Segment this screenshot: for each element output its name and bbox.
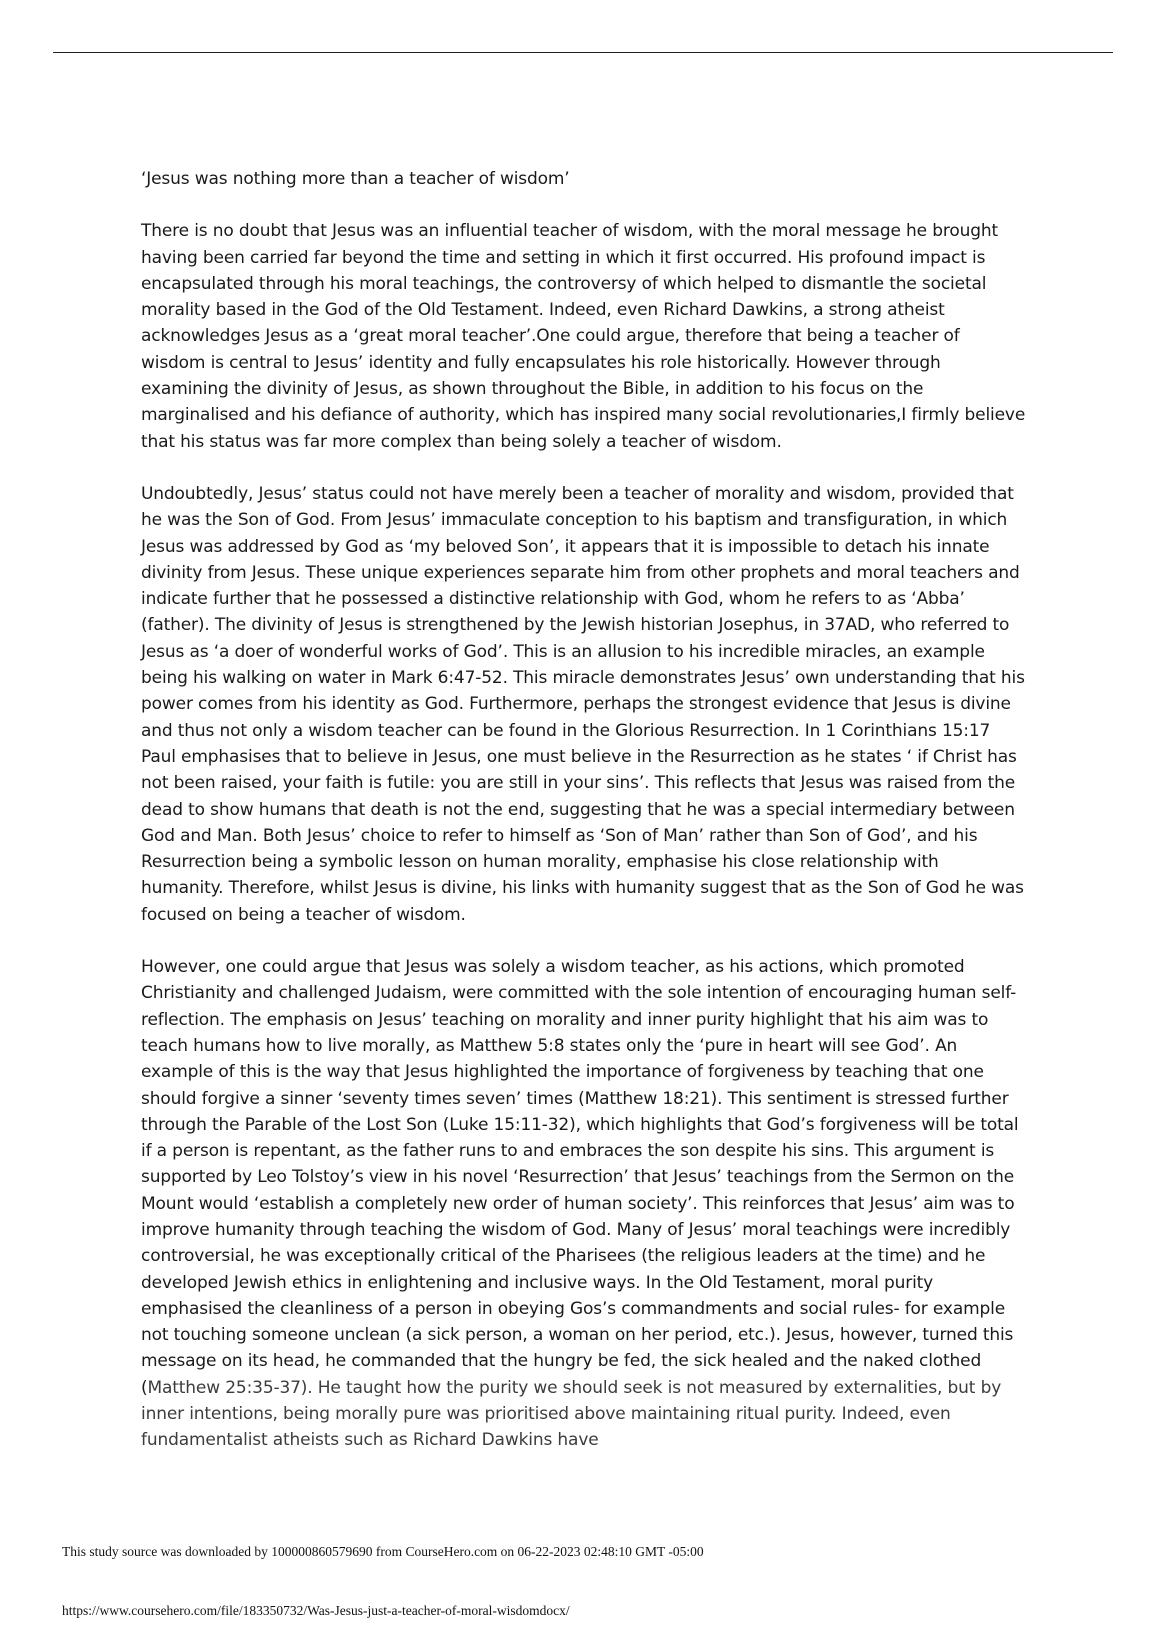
paragraph-wisdom-teacher-main: However, one could argue that Jesus was solely a wisdom teacher, as his actions, which promoted Christianity and challenged Judaism, were committed with the sole intention of encouraging human self-reflection. The emphasis on Jesus’ teaching on morality and inner purity highlight that his aim was to teach humans how to live morally, as Matthew 5:8 states only the ‘pure in heart will see God’. An example of this is the way that Jesus highlighted the importance of forgiveness by teaching that one should forgive a sinner ‘seventy times seven’ times (Matthew 18:21). This sentiment is stressed further through the Parable of the Lost Son (Luke 15:11-32), which highlights that God’s forgiveness will be total if a person is repentant, as the father runs to and embraces the son despite his sins. This argument is supported by Leo Tolstoy’s view in his novel ‘Resurrection’ that Jesus’ teachings from the Sermon on the Mount would ‘establish a completely new order of human society’. This reinforces that Jesus’ aim was to improve humanity through teaching the wisdom of God. Many of Jesus’ moral teachings were incredibly controversial, he was exceptionally critical of the Pharisees (the religious leaders at the time) and he developed Jewish ethics in enlightening and inclusive ways. In the Old Testament, moral purity emphasised the cleanliness of a person in obeying Gos’s commandments and social rules- for example not touching someone unclean (a sick person, a woman on her period, etc.). Jesus, however, turned this message on its head, he commanded that the hungry be fed, the sick healed and the naked clothed ( (141, 957, 1019, 1398)
paragraph-wisdom-teacher (141, 954, 1026, 1454)
paragraph-divinity: Undoubtedly, Jesus’ status could not have merely been a teacher of morality and wisdom, provided that he was the Son of God. From Jesus’ immaculate conception to his baptism and transfiguration, in which Jesus was addressed by God as ‘my beloved Son’, it appears that it is impossible to detach his innate divinity from Jesus. These unique experiences separate him from other prophets and moral teachers and indicate further that he possessed a distinctive relationship with God, whom he refers to as ‘Abba’ (father). The divinity of Jesus is strengthened by the Jewish historian Josephus, in 37AD, who referred to Jesus as ‘a doer of wonderful works of God’. This is an allusion to his incredible miracles, an example being his walking on water in Mark 6:47-52. This miracle demonstrates Jesus’ own understanding that his power comes from his identity as God. Furthermore, perhaps the strongest evidence that Jesus is divine and thus not only a wisdom teacher can be found in the Glorious Resurrection. In 1 Corinthians 15:17 Paul emphasises that to believe in Jesus, one must believe in the Resurrection as he states ‘ if Christ has not been raised, your faith is futile: you are still in your sins’. This reflects that Jesus was raised from the dead to show humans that death is not the end, suggesting that he was a special intermediary between God and Man. Both Jesus’ choice to refer to himself as ‘Son of Man’ rather than Son of God’, and his Resurrection being a symbolic lesson on human morality, emphasise his close relationship with humanity. Therefore, whilst Jesus is divine, his links with humanity suggest that as the Son of God he was focused on being a teacher of wisdom. (141, 483, 1025, 925)
document-title: ‘Jesus was nothing more than a teacher of wisdom’ (141, 169, 570, 189)
download-source-notice: This study source was downloaded by 100000860579690 from CourseHero.com on 06-22-2023 02:48:10 GMT -05:00 (62, 1544, 704, 1559)
header-divider (53, 52, 1113, 53)
paragraph-intro: There is no doubt that Jesus was an influential teacher of wisdom, with the moral message he brought having been carried far beyond the time and setting in which it first occurred. His profound impact is encapsulated through his moral teachings, the controversy of which helped to dismantle the societal morality based in the God of the Old Testament. Indeed, even Richard Dawkins, a strong atheist acknowledges Jesus as a ‘great moral teacher’.One could argue, therefore that being a teacher of wisdom is central to Jesus’ identity and fully encapsulates his role historically. However through examining the divinity of Jesus, as shown throughout the Bible, in addition to his focus on the marginalised and his defiance of authority, which has inspired many social revolutionaries,I firmly believe that his status was far more complex than being solely a teacher of wisdom. (141, 221, 1026, 452)
paragraph-wisdom-teacher-tail: Matthew 25:35-37). He taught how the purity we should seek is not measured by externalities, but by inner intentions, being morally pure was prioritised above maintaining ritual purity. Indeed, even fundamentalist atheists such as Richard Dawkins have (141, 1377, 1002, 1451)
document-body (141, 166, 1026, 1480)
source-url[interactable]: https://www.coursehero.com/file/183350732/Was-Jesus-just-a-teacher-of-moral-wisdomdocx/ (62, 1603, 570, 1618)
